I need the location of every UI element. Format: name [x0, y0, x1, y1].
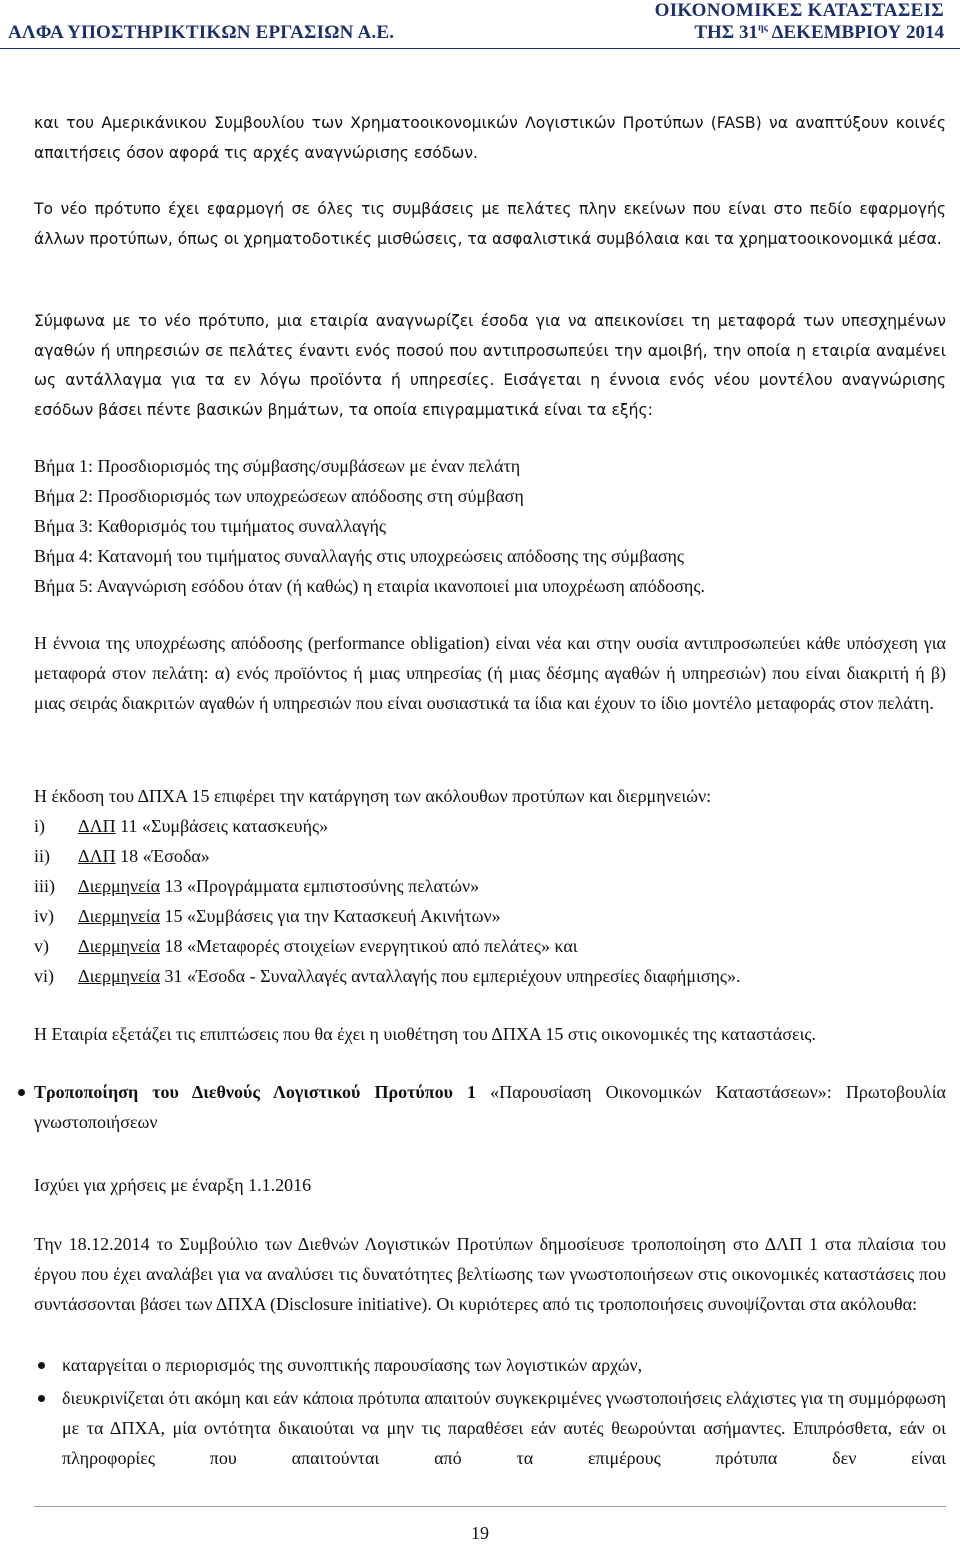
effective-date: Ισχύει για χρήσεις με έναρξη 1.1.2016 [34, 1175, 312, 1195]
paragraph-ias1-details: Την 18.12.2014 το Συμβούλιο των Διεθνών Λογιστικών Προτύπων δημοσίευσε τροποποίηση στο ΔΛΠ 1 στα πλαίσια του έργου που έχει αναλάβει για να αναλύσει τις δυνατότητες βελτίωσης των γνωστοποιήσεων στις οικονομικές καταστάσεις που συντάσσονται βάσει των ΔΠΧΑ (Disclosure initiative). Οι κυριότερες από τις τροποποιήσεις συνοψίζονται στα ακόλουθα: [34, 1234, 946, 1314]
header-rule [0, 48, 960, 49]
page-number: 19 [471, 1523, 489, 1543]
document-title: ΟΙΚΟΝΟΜΙΚΕΣ ΚΑΤΑΣΤΑΣΕΙΣ [654, 0, 944, 21]
bullet-icon [18, 1089, 25, 1096]
paragraph-five-steps-intro: Σύμφωνα με το νέο πρότυπο, μια εταιρία αναγνωρίζει έσοδα για να απεικονίσει τη μεταφορά των υπεσχημένων αγαθών ή υπηρεσιών σε πελάτες έναντι ενός ποσού που αντιπροσωπεύει την αμοιβή, την οποία η εταιρία αναμένει ως αντάλλαγμα για τα εν λόγω προϊόντα ή υπηρεσίες. Εισάγεται η έννοια ενός νέου μοντέλου αναγνώρισης εσόδων βάσει πέντε βασικών βημάτων, τα οποία επιγραμματικά είναι τα εξής: [34, 312, 946, 419]
paragraph-impact: Η Εταιρία εξετάζει τις επιπτώσεις που θα έχει η υιοθέτηση του ΔΠΧΑ 15 στις οικονομικές της καταστάσεις. [34, 1024, 817, 1044]
paragraph-fasb: και του Αμερικάνικου Συμβουλίου των Χρηματοοικονομικών Λογιστικών Προτύπων (FASB) να αναπτύξουν κοινές απαιτήσεις όσον αφορά τις αρχές αναγνώρισης εσόδων. [34, 114, 946, 162]
page-header [0, 0, 960, 48]
footer-rule [34, 1506, 946, 1507]
paragraph-scope: Το νέο πρότυπο έχει εφαρμογή σε όλες τις συμβάσεις με πελάτες πλην εκείνων που είναι στο πεδίο εφαρμογής άλλων προτύπων, όπως οι χρηματοδοτικές μισθώσεις, τα ασφαλιστικά συμβόλαια και τα χρηματοοικονομικά μέσα. [34, 200, 946, 248]
step-item: Βήμα 3: Καθορισμός του τιμήματος συναλλαγής [34, 516, 386, 536]
company-name: ΑΛΦΑ ΥΠΟΣΤΗΡΙΚΤΙΚΩΝ ΕΡΓΑΣΙΩΝ Α.Ε. [8, 22, 395, 43]
paragraph-ifrs15-repeals: Η έκδοση του ΔΠΧΑ 15 επιφέρει την κατάργηση των ακόλουθων προτύπων και διερμηνειών: [34, 786, 712, 806]
step-item: Βήμα 1: Προσδιορισμός της σύμβασης/συμβάσεων με έναν πελάτη [34, 456, 521, 476]
bullet-item: διευκρινίζεται ότι ακόμη και εάν κάποια πρότυπα απαιτούν συγκεκριμένες γνωστοποιήσεις ελάχιστες για τη συμμόρφωση με τα ΔΠΧΑ, μία οντότητα δικαιούται να μην τις παραθέσει εάν αυτές θεωρούνται ασήμαντες. Επιπρόσθετα, εάν οι πληροφορίες που απαιτούνται από τα επιμέρους πρότυπα δεν είναι [62, 1388, 946, 1468]
statement-date: ΤΗΣ $31^{\eta\varsigma}$ ΔΕΚΕΜΒΡΙΟΥ 2014 [694, 22, 944, 43]
heading-ias1-amendment: Τροποποίηση του Διεθνούς Λογιστικού Προτύπου 1 «Παρουσίαση Οικονομικών Καταστάσεων»: Πρωτοβουλία γνωστοποιήσεων [34, 1082, 946, 1132]
step-item: Βήμα 2: Προσδιορισμός των υποχρεώσεων απόδοσης στη σύμβαση [34, 486, 524, 506]
bullet-item: καταργείται ο περιορισμός της συνοπτικής παρουσίασης των λογιστικών αρχών, [62, 1355, 643, 1375]
bullet-icon [38, 1362, 45, 1369]
step-item: Βήμα 4: Κατανομή του τιμήματος συναλλαγής στις υποχρεώσεις απόδοσης της σύμβασης [34, 546, 685, 566]
step-item: Βήμα 5: Αναγνώριση εσόδου όταν (ή καθώς) η εταιρία ικανοποιεί μια υποχρέωση απόδοσης. [34, 576, 705, 596]
bullet-icon [38, 1395, 45, 1402]
paragraph-performance-obligation: Η έννοια της υποχρέωσης απόδοσης (performance obligation) είναι νέα και στην ουσία αντιπροσωπεύει κάθε υπόσχεση για μεταφορά στον πελάτη: α) ενός προϊόντος ή μιας υπηρεσίας (ή μιας δέσμης αγαθών ή υπηρεσιών) που είναι διακριτή ή β) μιας σειράς διακριτών αγαθών ή υπηρεσιών που είναι ουσιαστικά τα ίδια και έχουν το ίδιο μοντέλο μεταφοράς στον πελάτη. [34, 633, 946, 713]
